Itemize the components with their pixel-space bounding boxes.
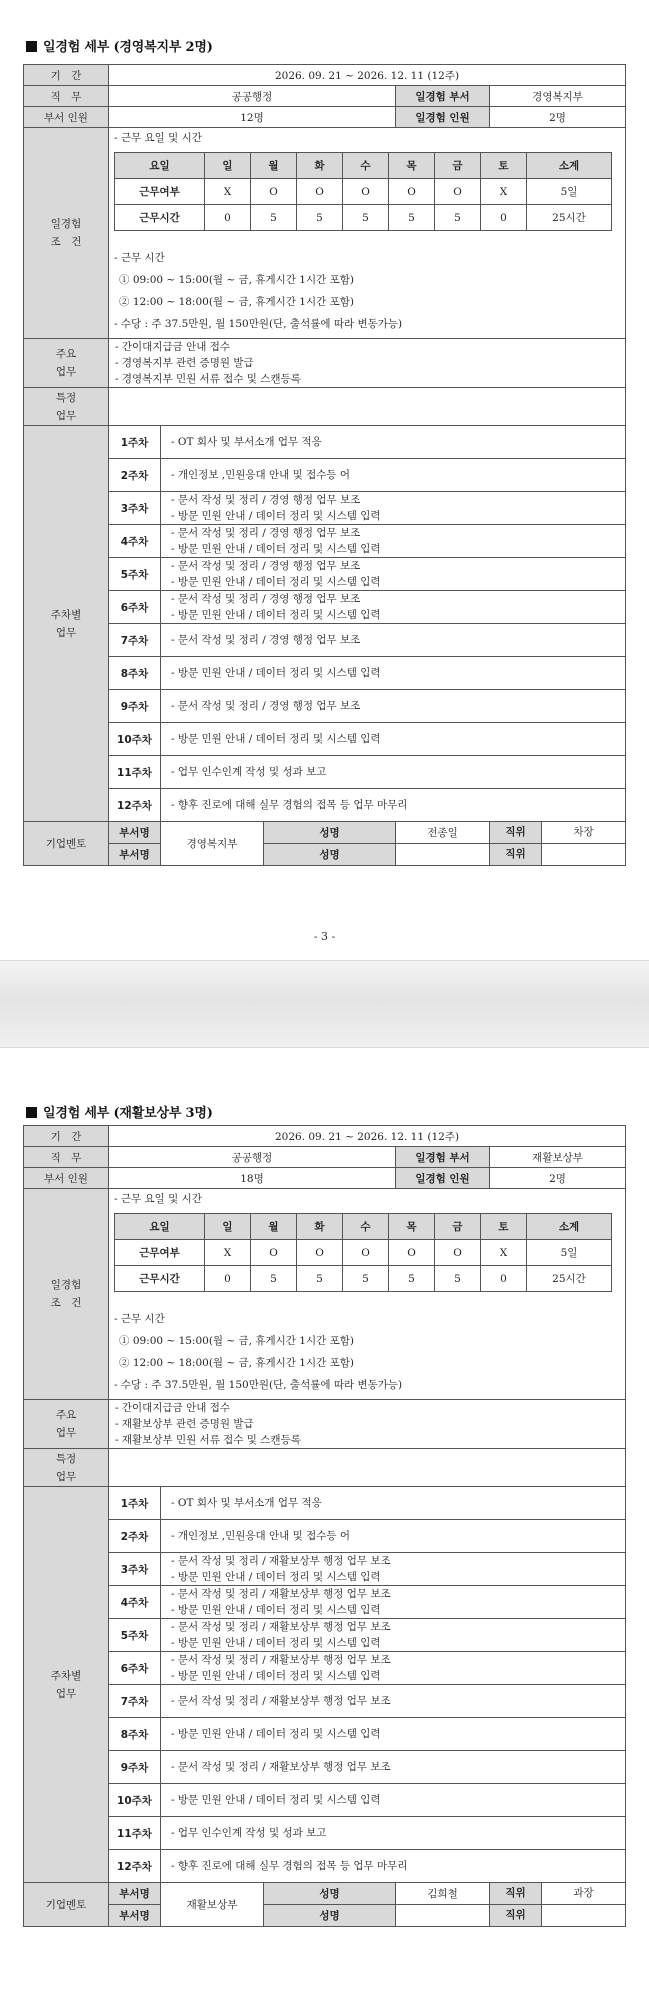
label-main-work: 주요 업무: [24, 339, 109, 388]
week-task: - 방문 민원 안내 / 데이터 정리 및 시스템 입력: [171, 1794, 381, 1806]
week-row: [24, 1652, 626, 1685]
label-mentor-position: 직위: [490, 822, 542, 843]
value-exp-staff: 2명: [490, 1168, 626, 1189]
label-mentor-name: 성명: [264, 1905, 396, 1927]
schedule-work-row: [115, 179, 612, 205]
label-mentor-dept: 부서명: [109, 1883, 161, 1905]
schedule-day: 토: [481, 1214, 527, 1240]
label-mentor-name: 성명: [264, 844, 396, 866]
schedule-day: 요일: [115, 1214, 205, 1240]
week-task: - 문서 작성 및 정리 / 경영 행정 업무 보조: [171, 593, 361, 605]
section-title-2: [26, 1102, 213, 1121]
week-label: 2주차: [109, 1520, 161, 1553]
week-row: [24, 1553, 626, 1586]
value-mentor-position-2: [542, 1905, 625, 1926]
row-conditions: [24, 128, 626, 339]
detail-table-1: [23, 64, 626, 866]
schedule-day: 화: [297, 1214, 343, 1240]
week-row: [24, 558, 626, 591]
main-work-item: - 간이대지급금 안내 접수: [115, 1402, 230, 1414]
schedule-table: [114, 152, 612, 231]
label-weekly-work: 주차별 업무: [24, 1487, 109, 1883]
week-row: [24, 492, 626, 525]
value-mentor-position: 과장: [573, 1887, 594, 1899]
value-duty: 공공행정: [109, 1147, 396, 1168]
label-mentor-dept: 부서명: [109, 844, 161, 866]
schedule-heading: - 근무 요일 및 시간: [114, 132, 202, 144]
week-row: [24, 723, 626, 756]
label-period: 기 간: [24, 1126, 109, 1147]
page-gap: [0, 960, 649, 1048]
week-row: [24, 690, 626, 723]
week-label: 2주차: [109, 459, 161, 492]
mentor-row-1: [24, 1883, 626, 1905]
mentor-row-2: [24, 844, 626, 866]
row-main-work: [24, 1400, 626, 1449]
week-label: 1주차: [109, 1487, 161, 1520]
detail-table-2: [23, 1125, 626, 1927]
week-task: - 방문 민원 안내 / 데이터 정리 및 시스템 입력: [171, 543, 381, 555]
week-label: 9주차: [109, 690, 161, 723]
section-title-text: 일경험 세부 (경영복지부 2명): [43, 40, 213, 55]
schedule-work-cell: O: [435, 179, 481, 205]
label-exp-dept: 일경험 부서: [396, 1147, 490, 1168]
value-exp-dept: 경영복지부: [490, 86, 626, 107]
schedule-hours-cell: 5: [435, 1266, 481, 1292]
schedule-work-cell: 5일: [527, 179, 612, 205]
schedule-days-row: [115, 1214, 612, 1240]
label-mentor-name: 성명: [264, 822, 396, 844]
value-period: 2026. 09. 21 ~ 2026. 12. 11 (12주): [109, 1126, 626, 1147]
schedule-hours-cell: 0: [481, 1266, 527, 1292]
schedule-day: 월: [251, 1214, 297, 1240]
week-label: 10주차: [109, 723, 161, 756]
value-exp-dept: 재활보상부: [490, 1147, 626, 1168]
week-label: 3주차: [109, 1553, 161, 1586]
schedule-day: 토: [481, 153, 527, 179]
week-task: - 향후 진로에 대해 실무 경험의 접목 등 업무 마무리: [171, 799, 408, 811]
main-work-item: - 재활보상부 민원 서류 접수 및 스캔등록: [115, 1434, 301, 1446]
schedule-work-cell: 근무여부: [115, 179, 205, 205]
schedule-hours-cell: 5: [389, 205, 435, 231]
time-option-2: ② 12:00 ~ 18:00(월 ~ 금, 휴게시간 1시간 포함): [119, 1357, 354, 1369]
schedule-work-cell: X: [481, 1240, 527, 1266]
week-task: - 방문 민원 안내 / 데이터 정리 및 시스템 입력: [171, 1637, 381, 1649]
schedule-hours-cell: 5: [297, 205, 343, 231]
time-option-2: ② 12:00 ~ 18:00(월 ~ 금, 휴게시간 1시간 포함): [119, 296, 354, 308]
label-duty: 직 무: [24, 1147, 109, 1168]
week-row: [24, 1850, 626, 1883]
week-row: [24, 624, 626, 657]
week-task: - 문서 작성 및 정리 / 경영 행정 업무 보조: [171, 634, 361, 646]
value-mentor-position: 차장: [573, 826, 594, 838]
value-dept-staff: 12명: [109, 107, 396, 128]
schedule-hours-cell: 5: [251, 205, 297, 231]
schedule-day: 월: [251, 153, 297, 179]
schedule-hours-cell: 근무시간: [115, 1266, 205, 1292]
week-label: 1주차: [109, 426, 161, 459]
schedule-hours-row: [115, 1266, 612, 1292]
schedule-hours-cell: 25시간: [527, 1266, 612, 1292]
schedule-hours-cell: 5: [435, 205, 481, 231]
week-task: - 방문 민원 안내 / 데이터 정리 및 시스템 입력: [171, 733, 381, 745]
label-mentor-position: 직위: [490, 1905, 542, 1926]
week-task: - 방문 민원 안내 / 데이터 정리 및 시스템 입력: [171, 1670, 381, 1682]
label-weekly-work: 주차별 업무: [24, 426, 109, 822]
schedule-hours-cell: 5: [297, 1266, 343, 1292]
week-task: - 문서 작성 및 정리 / 재활보상부 행정 업무 보조: [171, 1588, 391, 1600]
label-period: 기 간: [24, 65, 109, 86]
week-label: 8주차: [109, 657, 161, 690]
section-title-text: 일경험 세부 (재활보상부 3명): [43, 1106, 213, 1121]
week-row: [24, 1718, 626, 1751]
week-label: 4주차: [109, 525, 161, 558]
conditions-block: [109, 128, 625, 338]
schedule-day: 금: [435, 153, 481, 179]
time-option-1: ① 09:00 ~ 15:00(월 ~ 금, 휴게시간 1시간 포함): [119, 274, 354, 286]
week-row: [24, 1685, 626, 1718]
conditions-block: [109, 1189, 625, 1399]
week-task: - OT 회사 및 부서소개 업무 적응: [171, 1497, 322, 1509]
value-mentor-dept: 재활보상부: [161, 1883, 264, 1927]
week-row: [24, 1586, 626, 1619]
week-task: - 문서 작성 및 정리 / 재활보상부 행정 업무 보조: [171, 1555, 391, 1567]
value-exp-staff: 2명: [490, 107, 626, 128]
week-task: - 문서 작성 및 정리 / 재활보상부 행정 업무 보조: [171, 1761, 391, 1773]
schedule-work-cell: O: [251, 1240, 297, 1266]
week-task: - 방문 민원 안내 / 데이터 정리 및 시스템 입력: [171, 1728, 381, 1740]
row-duty: [24, 1147, 626, 1168]
week-row: [24, 1751, 626, 1784]
week-row: [24, 1487, 626, 1520]
main-work-item: - 재활보상부 관련 증명원 발급: [115, 1418, 254, 1430]
schedule-work-cell: 근무여부: [115, 1240, 205, 1266]
schedule-hours-cell: 0: [205, 205, 251, 231]
week-label: 8주차: [109, 1718, 161, 1751]
week-task: - OT 회사 및 부서소개 업무 적응: [171, 436, 322, 448]
value-mentor-name-2: [396, 844, 490, 866]
week-task: - 문서 작성 및 정리 / 경영 행정 업무 보조: [171, 560, 361, 572]
square-bullet-icon: [26, 41, 37, 52]
week-label: 9주차: [109, 1751, 161, 1784]
label-dept-staff: 부서 인원: [24, 1168, 109, 1189]
week-row: [24, 1520, 626, 1553]
label-conditions: 일경험 조 건: [24, 128, 109, 339]
row-period: [24, 1126, 626, 1147]
week-label: 11주차: [109, 756, 161, 789]
label-mentor-position: 직위: [490, 844, 542, 865]
schedule-table: [114, 1213, 612, 1292]
week-row: [24, 525, 626, 558]
value-special-work: [109, 1449, 626, 1487]
week-label: 5주차: [109, 558, 161, 591]
main-work-item: - 경영복지부 관련 증명원 발급: [115, 357, 254, 369]
schedule-hours-cell: 0: [481, 205, 527, 231]
schedule-work-cell: X: [481, 179, 527, 205]
week-task: - 문서 작성 및 정리 / 경영 행정 업무 보조: [171, 527, 361, 539]
schedule-hours-cell: 25시간: [527, 205, 612, 231]
mentor-row-1: [24, 822, 626, 844]
value-dept-staff: 18명: [109, 1168, 396, 1189]
pay-info: - 수당 : 주 37.5만원, 월 150만원(단, 출석률에 따라 변동가능): [114, 318, 403, 330]
schedule-day: 목: [389, 153, 435, 179]
week-row: [24, 789, 626, 822]
value-mentor-name: 김희철: [396, 1883, 490, 1905]
schedule-hours-row: [115, 205, 612, 231]
schedule-hours-cell: 5: [251, 1266, 297, 1292]
week-label: 11주차: [109, 1817, 161, 1850]
main-work-item: - 경영복지부 민원 서류 접수 및 스캔등록: [115, 373, 301, 385]
schedule-heading: - 근무 요일 및 시간: [114, 1193, 202, 1205]
week-task: - 업무 인수인계 작성 및 성과 보고: [171, 766, 327, 778]
week-row: [24, 657, 626, 690]
main-work-item: - 간이대지급금 안내 접수: [115, 341, 230, 353]
week-task: - 문서 작성 및 정리 / 재활보상부 행정 업무 보조: [171, 1654, 391, 1666]
schedule-day: 목: [389, 1214, 435, 1240]
schedule-work-cell: X: [205, 179, 251, 205]
schedule-hours-cell: 0: [205, 1266, 251, 1292]
week-row: [24, 1784, 626, 1817]
row-staff: [24, 107, 626, 128]
schedule-day: 화: [297, 153, 343, 179]
schedule-day: 소계: [527, 1214, 612, 1240]
week-task: - 개인정보 ,민원응대 안내 및 접수등 어: [171, 469, 351, 481]
label-special-work: 특정 업무: [24, 388, 109, 426]
week-task: - 문서 작성 및 정리 / 재활보상부 행정 업무 보조: [171, 1695, 391, 1707]
week-task: - 방문 민원 안내 / 데이터 정리 및 시스템 입력: [171, 510, 381, 522]
pay-info: - 수당 : 주 37.5만원, 월 150만원(단, 출석률에 따라 변동가능): [114, 1379, 403, 1391]
week-label: 12주차: [109, 789, 161, 822]
schedule-work-cell: O: [389, 1240, 435, 1266]
schedule-work-cell: O: [297, 1240, 343, 1266]
value-mentor-position-2: [542, 844, 625, 865]
schedule-day: 수: [343, 1214, 389, 1240]
schedule-work-cell: O: [435, 1240, 481, 1266]
label-special-work: 특정 업무: [24, 1449, 109, 1487]
value-special-work: [109, 388, 626, 426]
schedule-day: 금: [435, 1214, 481, 1240]
row-staff: [24, 1168, 626, 1189]
week-label: 7주차: [109, 624, 161, 657]
week-task: - 문서 작성 및 정리 / 경영 행정 업무 보조: [171, 494, 361, 506]
week-row: [24, 426, 626, 459]
mentor-row-2: [24, 1905, 626, 1927]
week-label: 5주차: [109, 1619, 161, 1652]
label-exp-staff: 일경험 인원: [396, 1168, 490, 1189]
schedule-work-row: [115, 1240, 612, 1266]
schedule-work-cell: X: [205, 1240, 251, 1266]
label-exp-staff: 일경험 인원: [396, 107, 490, 128]
week-task: - 향후 진로에 대해 실무 경험의 접목 등 업무 마무리: [171, 1860, 408, 1872]
value-mentor-name-2: [396, 1905, 490, 1927]
week-row: [24, 1619, 626, 1652]
week-label: 7주차: [109, 1685, 161, 1718]
label-exp-dept: 일경험 부서: [396, 86, 490, 107]
week-task: - 방문 민원 안내 / 데이터 정리 및 시스템 입력: [171, 1571, 381, 1583]
label-conditions: 일경험 조 건: [24, 1189, 109, 1400]
week-label: 12주차: [109, 1850, 161, 1883]
schedule-days-row: [115, 153, 612, 179]
time-option-1: ① 09:00 ~ 15:00(월 ~ 금, 휴게시간 1시간 포함): [119, 1335, 354, 1347]
page-1: [0, 0, 649, 960]
time-heading: - 근무 시간: [114, 1313, 165, 1325]
label-mentor: 기업멘토: [24, 822, 109, 866]
schedule-hours-cell: 5: [343, 205, 389, 231]
square-bullet-icon: [26, 1107, 37, 1118]
section-title-1: [26, 36, 213, 55]
week-label: 6주차: [109, 591, 161, 624]
label-main-work: 주요 업무: [24, 1400, 109, 1449]
week-label: 4주차: [109, 1586, 161, 1619]
time-heading: - 근무 시간: [114, 252, 165, 264]
row-special-work: [24, 1449, 626, 1487]
week-task: - 문서 작성 및 정리 / 경영 행정 업무 보조: [171, 700, 361, 712]
week-task: - 업무 인수인계 작성 및 성과 보고: [171, 1827, 327, 1839]
schedule-day: 수: [343, 153, 389, 179]
week-task: - 문서 작성 및 정리 / 재활보상부 행정 업무 보조: [171, 1621, 391, 1633]
schedule-work-cell: O: [343, 179, 389, 205]
schedule-work-cell: O: [251, 179, 297, 205]
week-task: - 방문 민원 안내 / 데이터 정리 및 시스템 입력: [171, 609, 381, 621]
schedule-hours-cell: 5: [343, 1266, 389, 1292]
week-label: 10주차: [109, 1784, 161, 1817]
week-label: 3주차: [109, 492, 161, 525]
week-row: [24, 756, 626, 789]
page-footer: - 3 -: [313, 930, 336, 943]
row-special-work: [24, 388, 626, 426]
week-row: [24, 591, 626, 624]
page-2: [0, 1048, 649, 1993]
value-period: 2026. 09. 21 ~ 2026. 12. 11 (12주): [109, 65, 626, 86]
week-task: - 개인정보 ,민원응대 안내 및 접수등 어: [171, 1530, 351, 1542]
label-mentor: 기업멘토: [24, 1883, 109, 1927]
value-mentor-name: 전종일: [396, 822, 490, 844]
value-duty: 공공행정: [109, 86, 396, 107]
week-task: - 방문 민원 안내 / 데이터 정리 및 시스템 입력: [171, 667, 381, 679]
schedule-hours-cell: 근무시간: [115, 205, 205, 231]
schedule-work-cell: O: [343, 1240, 389, 1266]
row-conditions: [24, 1189, 626, 1400]
label-duty: 직 무: [24, 86, 109, 107]
label-mentor-position: 직위: [490, 1883, 542, 1904]
schedule-hours-cell: 5: [389, 1266, 435, 1292]
row-duty: [24, 86, 626, 107]
label-mentor-dept: 부서명: [109, 822, 161, 844]
schedule-work-cell: 5일: [527, 1240, 612, 1266]
row-period: [24, 65, 626, 86]
schedule-work-cell: O: [389, 179, 435, 205]
schedule-day: 소계: [527, 153, 612, 179]
row-main-work: [24, 339, 626, 388]
label-mentor-name: 성명: [264, 1883, 396, 1905]
week-label: 6주차: [109, 1652, 161, 1685]
week-row: [24, 1817, 626, 1850]
schedule-day: 요일: [115, 153, 205, 179]
schedule-day: 일: [205, 153, 251, 179]
schedule-work-cell: O: [297, 179, 343, 205]
week-task: - 방문 민원 안내 / 데이터 정리 및 시스템 입력: [171, 576, 381, 588]
week-task: - 방문 민원 안내 / 데이터 정리 및 시스템 입력: [171, 1604, 381, 1616]
schedule-day: 일: [205, 1214, 251, 1240]
value-mentor-dept: 경영복지부: [161, 822, 264, 866]
week-row: [24, 459, 626, 492]
label-dept-staff: 부서 인원: [24, 107, 109, 128]
label-mentor-dept: 부서명: [109, 1905, 161, 1927]
